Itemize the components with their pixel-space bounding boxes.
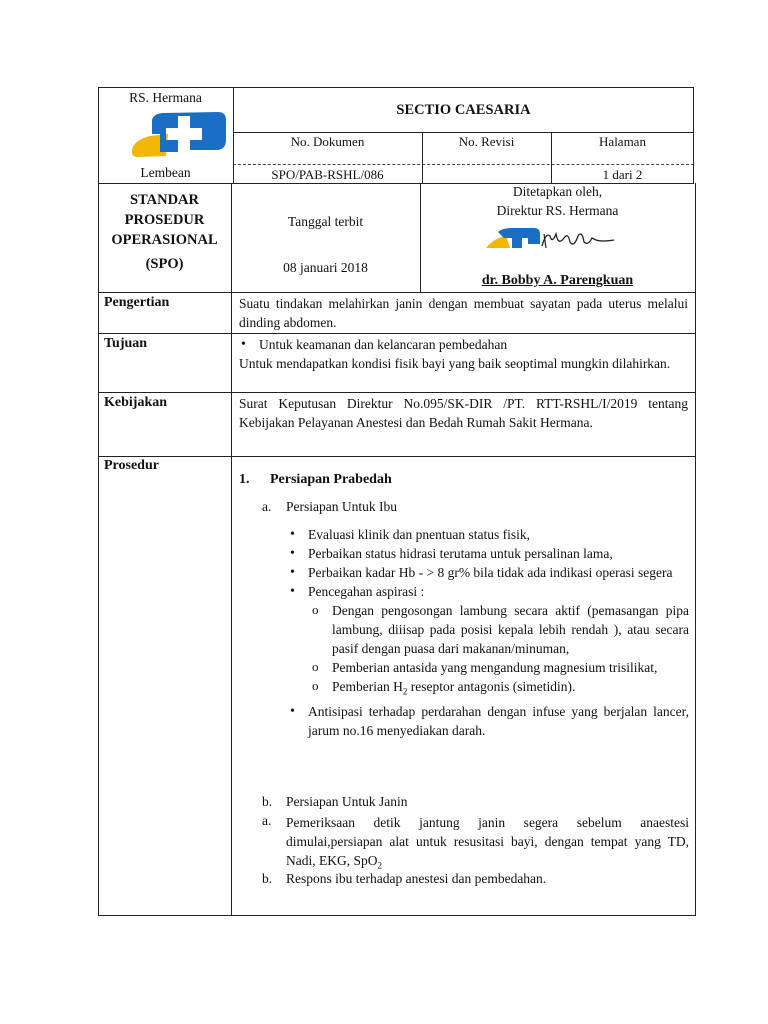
spo-label [98,190,231,274]
tanggal-terbit-label: Tanggal terbit [287,214,364,229]
ibu-item-4 [286,582,689,702]
aspirasi-list [308,601,689,702]
pengertian-text: Suatu tindakan melahirkan janin dengan membuat sayatan pada uterus melalui dinding abdomen. [239,296,688,330]
ibu-item-2: • Perbaikan status hidrasi terutama untuk persalinan lama, [286,544,689,563]
tujuan-bullet: • Untuk keamanan dan kelancaran pembedahan [237,335,688,354]
signer-name: dr. Bobby A. Parengkuan [481,273,634,288]
hospital-logo [130,110,228,160]
subsection-b-marker: b. [262,794,273,809]
aspirasi-item-2: o Pemberian antasida yang mengandung magnesium trisilikat, [308,658,689,677]
h2-suffix: reseptor antagonis (simetidin). [407,679,576,694]
janin-b-marker: b. [262,871,273,886]
hospital-name: RS. Hermana [129,90,202,105]
location: Lembean [140,165,191,180]
halaman-header: Halaman [599,134,646,149]
subsection-a-title: Persiapan Untuk Ibu [286,499,397,514]
no-dokumen-value: SPO/PAB-RSHL/086 [271,167,384,182]
document-title: SECTIO CAESARIA [396,102,531,118]
spo-label-line4: (SPO) [145,256,184,272]
h2-sub: 2 [402,686,408,697]
no-revisi-header: No. Revisi [458,134,515,149]
ibu-item-4-text: Pencegahan aspirasi : [308,584,425,599]
janin-b-text: Respons ibu terhadap anestesi dan pembedahan. [286,871,547,886]
section-title: Persiapan Prabedah [270,472,392,487]
janin-a-prefix: Pemeriksaan detik jantung janin segera sebelum anaestesi dimulai,persiapan alat untuk resusitasi bayi, dengan tempat yang TD, Nadi, EKG, SpO [286,815,689,868]
janin-a-text [286,813,689,876]
tujuan-label: Tujuan [104,336,148,351]
janin-a-marker: a. [262,813,272,828]
halaman-value: 1 dari 2 [602,167,643,182]
no-dokumen-header: No. Dokumen [290,134,365,149]
ibu-item-5: • Antisipasi terhadap perdarahan dengan infuse yang berjalan lancer, jarum no.16 menyediakan darah. [286,702,689,740]
h2-prefix: Pemberian H [332,679,403,694]
aspirasi-item-1: o Dengan pengosongan lambung secara aktif (pemasangan pipa lambung, diiisap pada posisi kepala lebih rendah ), atau secara pasif dengan puasa dari makanan/minuman, [308,601,689,658]
direktur-label: Direktur RS. Hermana [496,203,619,218]
subsection-a-marker: a. [262,499,272,514]
aspirasi-item-3 [308,677,689,702]
spo-label-line1: STANDAR [129,192,200,208]
ibu-list [286,525,689,740]
janin-a-sub: 2 [377,860,382,871]
subsection-b-title: Persiapan Untuk Janin [286,794,408,809]
pengertian-label: Pengertian [104,295,170,310]
prosedur-label: Prosedur [104,458,159,473]
ibu-item-1: • Evaluasi klinik dan pnentuan status fisik, [286,525,689,544]
spo-label-line2: PROSEDUR [124,212,205,228]
tujuan-text: Untuk mendapatkan kondisi fisik bayi yang baik seoptimal mungkin dilahirkan. [239,356,671,371]
kebijakan-text: Surat Keputusan Direktur No.095/SK-DIR /PT. RTT-RSHL/I/2019 tentang Kebijakan Pelayanan Anestesi dan Bedah Rumah Sakit Hermana. [239,396,688,430]
kebijakan-label: Kebijakan [104,395,168,410]
spo-label-line3: OPERASIONAL [111,232,218,248]
stamp-and-signature [484,226,624,252]
section-number: 1. [239,472,250,487]
ibu-item-3: • Perbaikan kadar Hb - > 8 gr% bila tidak ada indikasi operasi segera [286,563,689,582]
tanggal-terbit-value: 08 januari 2018 [283,260,368,275]
ditetapkan-label: Ditetapkan oleh, [512,184,603,199]
tujuan-content [239,335,688,373]
